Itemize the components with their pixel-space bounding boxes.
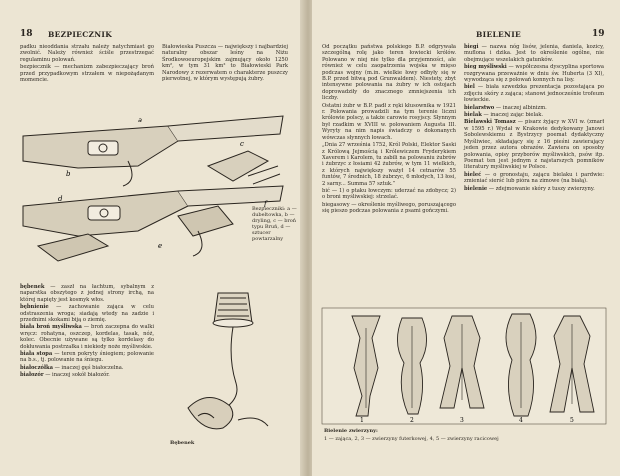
drum-caption: Bębenek <box>170 440 195 446</box>
running-header-left: BEZPIECZNIK <box>48 30 113 39</box>
left-top-col1 <box>20 44 154 84</box>
entry-text: — biała szwedzka prezentacja pozostająca po zdjęciu skóry z zająca; stanowi jednocześnie trofeum łowieckie. <box>464 84 604 104</box>
figure-label: a <box>138 116 142 124</box>
dictionary-entry <box>464 44 604 63</box>
skinning-caption-title: Bielenie zwierzyny: <box>324 428 378 434</box>
figure-number: 5 <box>570 417 574 424</box>
paragraph: padku nieoddania strzału należy natychmiast go zwolnić. Należy również ściśle przestrzegać regulaminu polowań. <box>20 44 154 63</box>
dictionary-entry <box>464 112 604 118</box>
left-top-col2 <box>162 44 288 83</box>
entry-term: biała stopa <box>20 351 53 358</box>
dictionary-entry <box>20 284 154 303</box>
right-col2 <box>464 44 604 193</box>
entry-text: — inaczej gęś białoczelna. <box>52 364 124 371</box>
entry-term: bieleć <box>464 171 482 178</box>
paragraph: „Dnia 27 września 1752, Król Polski, Elektor Saski z Królową Jejmością i Królewiczem Fryderykiem Xaverem i Karolem, tu zabili na polowaniu żubrów i żubrzyc z łosiami 42 żubrów, w tym 11 wielkich, z których największy ważył 14 cetnarów 55 funtów, 7 średnich, 18 żubrzyc, 6 młodych, 13 łosi, 2 sarny... Summa 57 sztuk.” <box>322 142 456 187</box>
running-header-right: BIELENIE <box>476 30 522 39</box>
left-page <box>0 0 306 476</box>
page-number-right: 19 <box>592 29 605 39</box>
entry-term: bębenek <box>20 284 45 290</box>
right-col1 <box>322 44 456 216</box>
paragraph: biegasowy — określenie myśliwego, poruszającego się pieszo podczas polowania z psami gończymi. <box>322 201 456 215</box>
dictionary-entry <box>20 351 154 364</box>
paragraph: Ostatni żubr w B.P. padł z ręki kłusownika w 1921 r. Polowania prowadzili na tym terenie liczni królowie polscy, a także carowie rosyjscy. Słynnym był rzadkim w XVIII w. polowaniem Augusta III. Wyryty na nim napis świadczy o dokonanych wówczas słynnych łowach. <box>322 102 456 141</box>
paragraph: Białowieska Puszcza — największy i najbardziej naturalny obszar leśny na Niżu Środkowoeuropejskim zajmujący około 1250 km², w tym 31 km² to Białowieski Park Narodowy z rezerwatem o charakterze puszczy pierwotnej, w którym występują żubry. <box>162 44 288 83</box>
dictionary-entry <box>20 365 154 371</box>
entry-text: — inaczej zając bielak. <box>481 112 544 119</box>
figure-label: d <box>58 195 63 203</box>
entry-text: — broń zaczepna do walki wręcz: rohatyna, oszczep, kordelas, tasak, nóż, kolec. Obecnie używane są tylko kordelasy do dokłuwania postrzałka i niekiedy noże myśliwskie. <box>20 324 154 350</box>
safety-catch-illustration <box>18 106 288 276</box>
figure-caption-left: Bezpieczniki: a — dubeltowka, b — dryling, c — broń typu Bruń, d — sztucer powtarzalny <box>252 206 297 242</box>
entry-text: — teren pokryty śniegiem; polowanie na b.s., tj. polowanie na śniegu. <box>20 351 154 364</box>
dictionary-entry <box>464 172 604 185</box>
left-bottom-col1 <box>20 284 154 380</box>
dictionary-entry <box>464 119 604 170</box>
entry-text: — pisarz żyjący w XVI w. (zmarł w 1595 r.) Wydał w Krakowie dedykowany Janowi Sobolewskiemu z Bystrzycy poemat dydaktyczny Myśliwiec, składający się z 16 pieśni zawierający jeden przez autora obrazów. Zawiera on sposoby polowania, opisy przyborów myśliwskich, psów itp. Poemat ten jest jednym z najstarszych pomników literatury myśliwskiej w Polsce. <box>464 119 604 171</box>
paragraph: bić — 1) o ptaku łowczym: uderzać na zdobycz; 2) o broni myśliwskiej: strzelać. <box>322 187 456 201</box>
entry-term: Bielawski Tomasz <box>464 119 516 126</box>
figure-number: 1 <box>360 417 364 424</box>
entry-term: biel <box>464 84 475 91</box>
figure-number: 2 <box>410 417 414 424</box>
figure-number: 4 <box>519 417 523 424</box>
entry-term: bębnienie <box>20 304 49 311</box>
page-number-left: 18 <box>20 29 33 39</box>
paragraph: Od początku państwa polskiego B.P. odgrywała szczególną rolę jako teren łowiecki królów. Polowano w niej nie tylko dla przyjemności, ale również w celu zaopatrzenia wojska w mięso podczas wojny (m.in. wielkie łowy odbyły się w B.P. przed bitwą pod Grunwaldem). Niestety, zbyt intensywne polowania na żubry w ich ostojach doprowadziły do znacznego zmniejszenia ich liczby. <box>322 44 456 102</box>
paragraph: bezpiecznik — mechanizm zabezpieczający broń przed przypadkowym strzałem w niepożądanym momencie. <box>20 64 154 84</box>
dictionary-entry <box>464 186 604 192</box>
entry-text: — o gronostaju, zającu bielaku i pardwie: zmieniać sierść lub pióra na zimowe (na białą). <box>464 171 604 185</box>
skinning-illustration <box>322 308 606 424</box>
dictionary-entry <box>20 372 154 378</box>
entry-term: białoczółka <box>20 364 53 371</box>
figure-label: f <box>264 200 267 208</box>
entry-text: — współczesna dyscyplina sportowa rozgrywana przeważnie w dniu św. Huberta (3 XI), wywodząca się z polowań konnych na lisy. <box>464 64 604 84</box>
entry-term: białozór <box>20 372 44 379</box>
skinning-caption-text: 1 — zająca, 2, 3 — zwierzyny futerkowej, 4, 5 — zwierzyny racicowej <box>324 436 499 442</box>
entry-term: biała broń myśliwska <box>20 324 82 331</box>
dictionary-entry <box>464 64 604 83</box>
dictionary-entry <box>20 304 154 323</box>
dictionary-entry <box>464 105 604 111</box>
entry-term: bielenie <box>464 185 488 192</box>
entry-text: — nazwa nóg lisów, jelenia, daniela, kozicy, muflona i dzika. Jest to określenie ogólne, nie obejmujące wszelakich gatunków. <box>464 44 604 63</box>
entry-text: — inaczej sokół białozór. <box>43 372 110 379</box>
entry-term: biegi <box>464 44 479 50</box>
entry-text: — zachowanie zająca w celu odstraszenia wroga; siadają wtedy na zadzie i przednimi skokami biją o ziemię. <box>20 304 154 324</box>
entry-text: — zdejmowanie skóry z tuszy zwierzyny. <box>487 185 595 192</box>
figure-label: b <box>66 170 71 178</box>
drum-lure-illustration <box>168 288 288 438</box>
entry-term: bielarstwo <box>464 104 495 111</box>
figure-number: 3 <box>460 417 464 424</box>
right-page <box>312 0 620 476</box>
figure-label: c <box>240 140 244 148</box>
entry-term: bieg myśliwski <box>464 64 507 71</box>
entry-text: — inaczej albinizm. <box>494 104 547 111</box>
dictionary-entry <box>464 84 604 103</box>
entry-text: — zaszł na łachtum, sybalnym z naparstka obszytego z jednej strony irchą, na której napięty jest kosmyk włos. <box>20 284 154 303</box>
dictionary-entry <box>20 324 154 350</box>
figure-label: e <box>158 242 163 250</box>
entry-term: bielak <box>464 112 482 119</box>
